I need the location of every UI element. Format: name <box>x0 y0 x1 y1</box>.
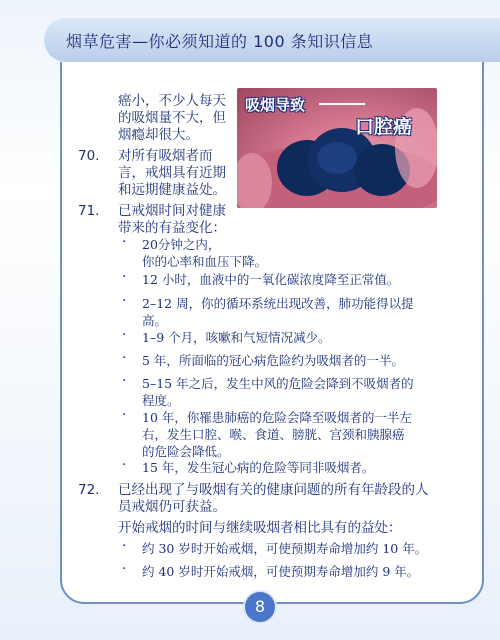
item-text-line: 员戒烟仍可获益。 <box>118 499 226 515</box>
page-number-badge: 8 <box>243 590 277 624</box>
benefit-line: 12 小时，血液中的一氧化碳浓度降至正常值。 <box>142 272 400 287</box>
benefit-line: 1–9 个月，咳嗽和气短情况减少。 <box>142 330 331 345</box>
benefit-line: 你的心率和血压下降。 <box>142 254 268 269</box>
continued-text-line: 的吸烟量不大，但 <box>118 110 226 126</box>
item-intro-line: 开始戒烟的时间与继续吸烟者相比具有的益处： <box>118 520 402 536</box>
benefit-line: 15 年，发生冠心病的危险等同非吸烟者。 <box>142 460 375 475</box>
bullet-icon: · <box>122 350 127 366</box>
item-text-line: 和远期健康益处。 <box>118 182 226 198</box>
benefit-line: 约 40 岁时开始戒烟，可使预期寿命增加约 9 年。 <box>142 564 420 579</box>
bullet-icon: · <box>122 538 127 554</box>
item-number: 71. <box>78 203 100 219</box>
illustration-caption-line1: 吸烟导致 <box>245 96 306 114</box>
bullet-icon: · <box>122 373 127 389</box>
benefit-line: 右，发生口腔、喉、食道、膀胱、宫颈和胰腺癌 <box>142 427 405 442</box>
bullet-icon: · <box>122 561 127 577</box>
item-text-line: 对所有吸烟者而 <box>118 148 213 164</box>
benefit-line: 程度。 <box>142 393 180 408</box>
item-text-line: 带来的有益变化： <box>118 220 226 236</box>
bullet-icon: · <box>122 327 127 343</box>
illustration-caption-line2: 口腔癌 <box>355 116 413 138</box>
benefit-line: 10 年，你罹患肺癌的危险会降至吸烟者的一半左 <box>142 410 412 425</box>
benefit-line: 2–12 周，你的循环系统出现改善，肺功能得以提 <box>142 296 414 311</box>
item-text-line: 已戒烟时间对健康 <box>118 203 226 219</box>
benefit-line: 的危险会降低。 <box>142 444 230 459</box>
benefit-line: 5–15 年之后，发生中风的危险会降到不吸烟者的 <box>142 376 414 391</box>
bullet-icon: · <box>122 407 127 423</box>
benefit-line: 20分钟之内， <box>142 237 221 252</box>
header-bar <box>44 18 500 62</box>
bullet-icon: · <box>122 269 127 285</box>
bullet-icon: · <box>122 234 127 250</box>
caption-dash <box>319 103 365 105</box>
item-text-line: 言，戒烟具有近期 <box>118 165 226 181</box>
benefit-line: 高。 <box>142 313 168 328</box>
item-number: 72. <box>78 482 100 498</box>
continued-text-line: 癌小，不少人每天 <box>118 93 226 109</box>
continued-text-line: 烟瘾却很大。 <box>118 127 199 143</box>
oral-cancer-illustration <box>237 88 437 208</box>
item-text-line: 已经出现了与吸烟有关的健康问题的所有年龄段的人 <box>118 482 429 498</box>
item-number: 70. <box>78 148 100 164</box>
page-header-title: 烟草危害—你必须知道的 100 条知识信息 <box>66 32 374 51</box>
bullet-icon: · <box>122 293 127 309</box>
bullet-icon: · <box>122 457 127 473</box>
benefit-line: 5 年，所面临的冠心病危险约为吸烟者的一半。 <box>142 353 404 368</box>
benefit-line: 约 30 岁时开始戒烟，可使预期寿命增加约 10 年。 <box>142 541 428 556</box>
